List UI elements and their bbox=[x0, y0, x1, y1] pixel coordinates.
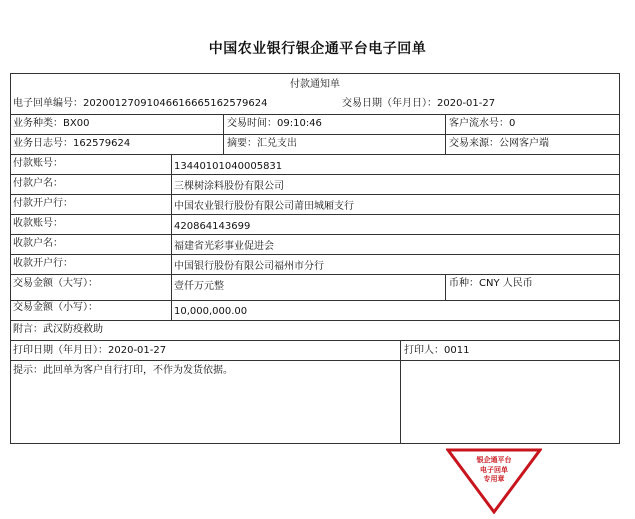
trade-source: 交易来源：公网客户端 bbox=[449, 138, 549, 149]
currency: 币种：CNY 人民币 bbox=[449, 278, 533, 289]
rule bbox=[171, 154, 172, 320]
rule bbox=[11, 360, 619, 361]
print-date: 打印日期（年月日）：2020-01-27 bbox=[13, 345, 167, 356]
rule bbox=[11, 114, 619, 115]
payer-bank-label: 付款开户行： bbox=[13, 198, 73, 209]
payer-name-value: 三棵树涂料股份有限公司 bbox=[174, 181, 284, 192]
seal-stamp bbox=[446, 448, 542, 514]
trade-date: 交易日期（年月日）：2020-01-27 bbox=[342, 98, 496, 109]
remark: 附言：武汉防疫救助 bbox=[13, 324, 103, 335]
rule bbox=[11, 320, 619, 321]
payer-account-value: 13440101040005831 bbox=[174, 161, 283, 172]
seal-line-3: 专用章 bbox=[483, 475, 505, 483]
trade-time: 交易时间：09:10:46 bbox=[227, 118, 322, 129]
payer-account-label: 付款账号： bbox=[13, 158, 63, 169]
rule bbox=[400, 340, 401, 444]
rule bbox=[11, 254, 619, 255]
business-log: 业务日志号：162579624 bbox=[13, 138, 131, 149]
payer-name-label: 付款户名： bbox=[13, 178, 63, 189]
payee-account-value: 420864143699 bbox=[174, 221, 251, 232]
payee-bank-label: 收款开户行： bbox=[13, 258, 73, 269]
seal-line-1: 银企通平台 bbox=[476, 456, 512, 464]
rule bbox=[223, 114, 224, 154]
amount-upper-value: 壹仟万元整 bbox=[174, 281, 224, 292]
notice-title: 付款通知单 bbox=[290, 79, 340, 90]
rule bbox=[445, 274, 446, 300]
rule bbox=[445, 114, 446, 154]
hint: 提示：此回单为客户自行打印，不作为发货依据。 bbox=[13, 365, 233, 376]
rule bbox=[11, 134, 619, 135]
rule bbox=[11, 214, 619, 215]
payee-name-value: 福建省光彩事业促进会 bbox=[174, 241, 274, 252]
customer-serial: 客户流水号：0 bbox=[449, 118, 516, 129]
amount-lower-label: 交易金额（小写）： bbox=[13, 302, 98, 313]
rule bbox=[11, 174, 619, 175]
printer: 打印人：0011 bbox=[404, 345, 470, 356]
rule bbox=[11, 194, 619, 195]
seal-line-2: 电子回单 bbox=[480, 466, 508, 474]
payee-bank-value: 中国银行股份有限公司福州市分行 bbox=[174, 261, 324, 272]
rule bbox=[11, 340, 619, 341]
payer-bank-value: 中国农业银行股份有限公司莆田城厢支行 bbox=[174, 201, 354, 212]
amount-upper-label: 交易金额（大写）： bbox=[13, 278, 98, 289]
receipt-number: 电子回单编号：20200127091046616665162579624 bbox=[13, 98, 268, 109]
rule bbox=[11, 274, 619, 275]
receipt-frame bbox=[10, 73, 620, 444]
payee-account-label: 收款账号： bbox=[13, 218, 63, 229]
rule bbox=[11, 154, 619, 155]
amount-lower-value: 10,000,000.00 bbox=[174, 306, 248, 317]
business-type: 业务种类：BX00 bbox=[13, 118, 90, 129]
rule bbox=[11, 234, 619, 235]
summary: 摘要：汇兑支出 bbox=[227, 138, 297, 149]
payee-name-label: 收款户名： bbox=[13, 238, 63, 249]
receipt-title: 中国农业银行银企通平台电子回单 bbox=[208, 41, 427, 57]
rule bbox=[11, 300, 619, 301]
